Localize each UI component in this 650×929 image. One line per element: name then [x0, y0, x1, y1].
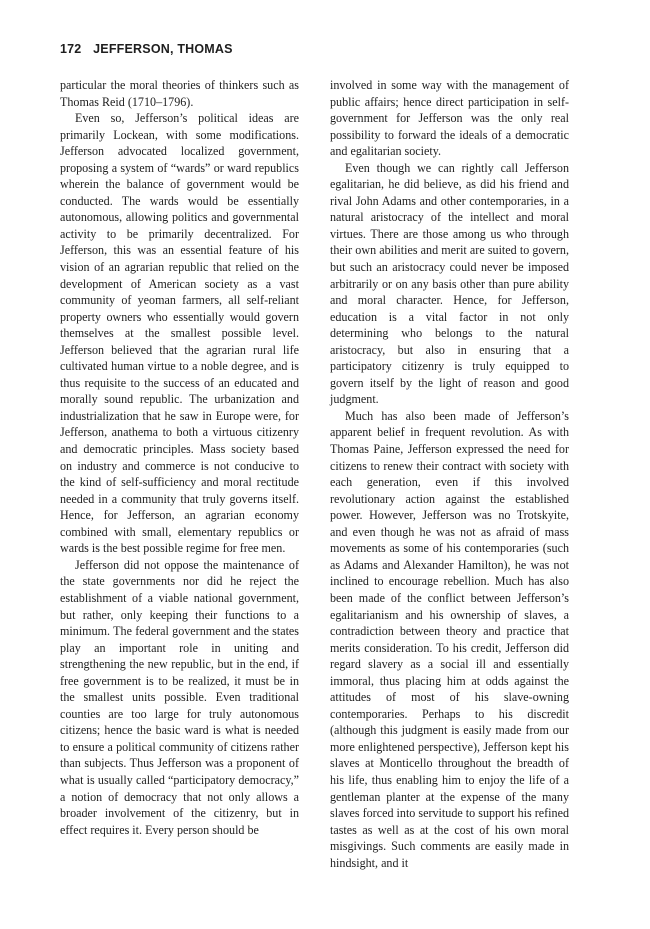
left-paragraph-1: particular the moral theories of thinkers such as Thomas Reid (1710–1796). — [60, 78, 299, 109]
page-number: 172 — [60, 42, 82, 56]
running-title: JEFFERSON, THOMAS — [93, 42, 233, 56]
right-column — [330, 77, 569, 871]
left-paragraph-3: Jefferson did not oppose the maintenance of the state governments nor did he reject the establishment of a viable national government, but rather, only keeping their functions to a minimum. The federal government and the states play an important role in uniting and strengthening the new republic, but in the end, if free government is to be realized, it must be in the smallest units possible. Even traditional counties are too large for truly autonomous citizens; hence the basic ward is what is needed to ensure a political community of citizens rather than subjects. Thus Jefferson was a proponent of what is usually called “participatory democracy,” a notion of democracy that not only allows a broader involvement of the citizenry, but in effect requires it. Every person should be — [60, 557, 299, 837]
right-paragraph-2: Even though we can rightly call Jefferson egalitarian, he did believe, as did his friend and rival John Adams and other contemporaries, in a natural aristocracy of the intellect and moral virtues. There are those among us who through their own abilities and merit are suited to govern, but such an aristocracy could never be imposed arbitrarily or on any basis other than pure ability and moral character. Hence, for Jefferson, education is a vital factor in not only determining who belongs to the natural aristocracy, but also in ensuring that a participatory citizenry is truly equipped to govern itself by the light of reason and good judgment. — [330, 160, 569, 407]
right-paragraph-3: Much has also been made of Jefferson’s apparent belief in frequent revolution. As with Thomas Paine, Jefferson expressed the need for citizens to renew their contract with society with each generation, even if this involved revolutionary action against the established power. However, Jefferson was no Trotskyite, and even though he was not as afraid of mass movements as some of his contemporaries (such as Adams and Alexander Hamilton), he was not inclined to encourage rebellion. Much has also been made of the conflict between Jefferson’s egalitarianism and his ownership of slaves, a contradiction between theory and practice that merits consideration. To his credit, Jefferson did regard slavery as a social ill and essentially immoral, thus placing him at odds against the attitudes of most of his slave-owning contemporaries. Perhaps to his discredit (although this judgment is easily made from our more enlightened perspective), Jefferson kept his slaves at Monticello throughout the breadth of his life, thus enabling him to enjoy the life of a gentleman planter at the expense of the many slaves forced into servitude to support his refined tastes as well as at the cost of his own moral misgivings. Such comments are easily made in hindsight, and it — [330, 408, 569, 870]
left-paragraph-2: Even so, Jefferson’s political ideas are primarily Lockean, with some modifications. Jefferson advocated localized government, proposing a system of “wards” or ward republics wherein the balance of government would be conducted. The wards would be essentially autonomous, allowing politics and governmental activity to be primarily decentralized. For Jefferson, this was an essential feature of his vision of an agrarian republic that relied on the development of American society as a vast community of yeoman farmers, all self-reliant property owners who essentially would govern themselves at the smallest possible level. Jefferson believed that the agrarian rural life cultivated human virtue to a noble degree, and is thus requisite to the success of an educated and morally sound republic. The urbanization and industrialization that he saw in Europe were, for Jefferson, anathema to both a virtuous citizenry and democratic principles. Mass society based on industry and commerce is not conducive to the kind of self-sufficiency and moral rectitude needed in a community that truly governs itself. Hence, for Jefferson, an agrarian economy combined with small, elementary republics or wards is the best possible regime for free men. — [60, 111, 299, 556]
running-head — [60, 42, 233, 56]
left-column — [60, 77, 299, 838]
right-paragraph-1: involved in some way with the management of public affairs; hence direct participation in self-government for Jefferson was the only real possibility to forward the ideals of a democratic and egalitarian society. — [330, 78, 569, 159]
